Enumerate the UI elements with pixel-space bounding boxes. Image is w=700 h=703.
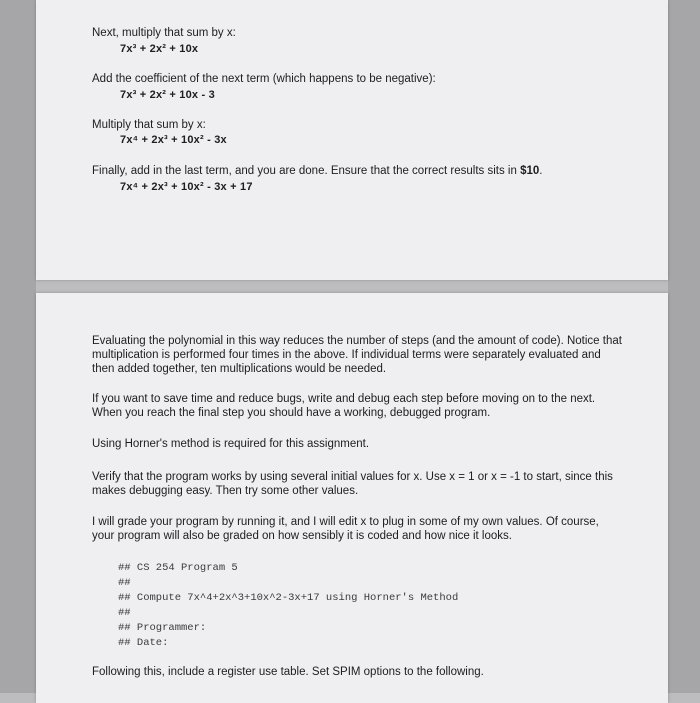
code-line: ##	[118, 607, 131, 619]
step4-register: $10	[520, 165, 540, 177]
code-line: ## Date:	[118, 637, 169, 649]
paragraph-horner: Using Horner's method is required for this assignment.	[92, 438, 370, 450]
step4-equation: 7x⁴ + 2x³ + 10x² - 3x + 17	[120, 181, 253, 193]
step3-text: Multiply that sum by x:	[92, 119, 206, 131]
step4-text-end: .	[539, 165, 543, 177]
step3-equation: 7x⁴ + 2x³ + 10x² - 3x	[120, 134, 227, 146]
step1-text: Next, multiply that sum by x:	[92, 27, 236, 39]
paragraph-debug: If you want to save time and reduce bugs, write and debug each step before moving on to the next. When you reach the final step you should have a working, debugged program.	[92, 393, 596, 419]
code-line: ## CS 254 Program 5	[118, 562, 238, 574]
document-page-bottom	[36, 293, 668, 703]
left-background	[0, 0, 36, 693]
step4-text-main: Finally, add in the last term, and you are done. Ensure that the correct results sits in	[92, 165, 521, 177]
paragraph-steps: Evaluating the polynomial in this way reduces the number of steps (and the amount of code). Notice that multiplication is performed four times in the above. If individual terms were separately evaluated and then added together, ten multiplications would be needed.	[92, 335, 622, 375]
step2-text: Add the coefficient of the next term (which happens to be negative):	[92, 73, 436, 85]
document-page-top	[36, 0, 668, 280]
paragraph-register-table: Following this, include a register use table. Set SPIM options to the following.	[92, 666, 484, 678]
paragraph-verify: Verify that the program works by using several initial values for x. Use x = 1 or x = -1 to start, since this makes debugging easy. Then try some other values.	[92, 471, 613, 497]
step2-equation: 7x³ + 2x² + 10x - 3	[120, 89, 215, 101]
paragraph-grading: I will grade your program by running it, and I will edit x to plug in some of my own values. Of course, your program will also be graded on how sensibly it is coded and how nice it looks.	[92, 516, 599, 542]
code-line: ## Compute 7x^4+2x^3+10x^2-3x+17 using Horner's Method	[118, 592, 459, 604]
right-background	[668, 0, 700, 693]
step1-equation: 7x³ + 2x² + 10x	[120, 43, 199, 55]
step4-text	[92, 164, 542, 178]
code-line: ##	[118, 577, 131, 589]
code-line: ## Programmer:	[118, 622, 207, 634]
